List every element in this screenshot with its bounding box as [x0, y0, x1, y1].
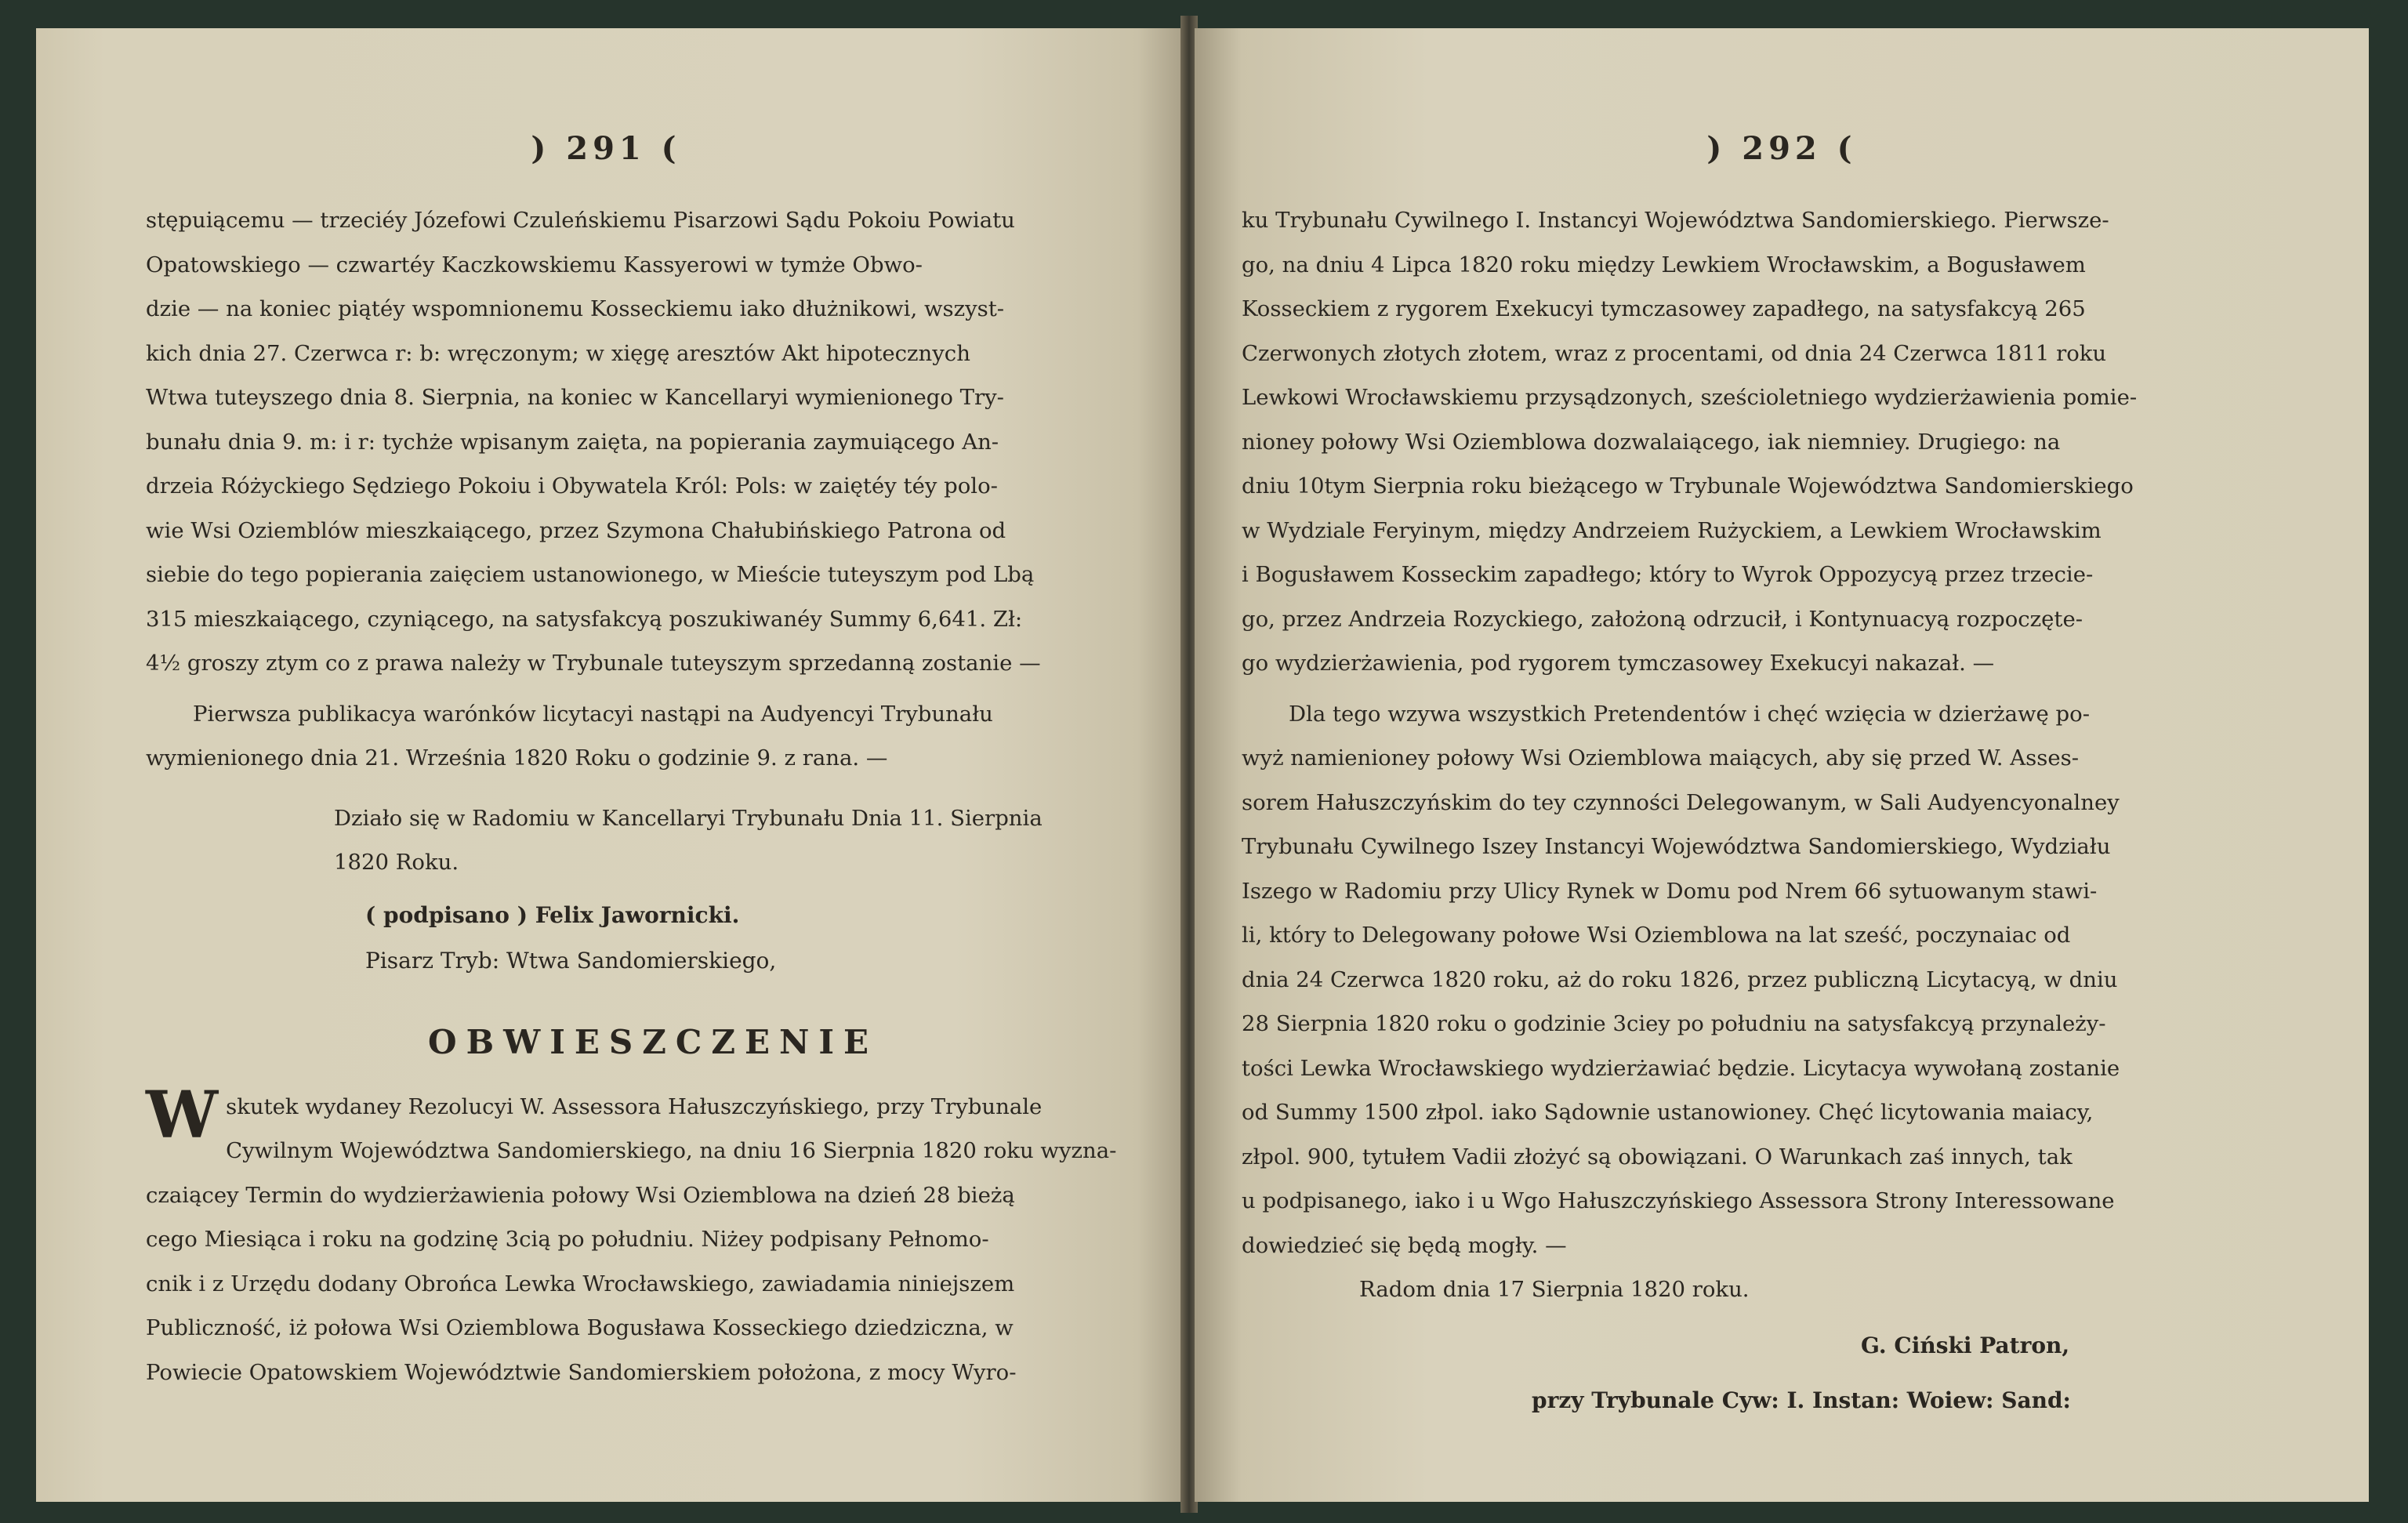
text-line: go, przez Andrzeia Rozyckiego, założoną odrzucił, i Kontynuacyą rozpoczęte-	[1242, 606, 2083, 632]
call-paragraph	[1242, 692, 2322, 1268]
text-line: Cywilnym Województwa Sandomierskiego, na dniu 16 Sierpnia 1820 roku wyzna-	[226, 1138, 1117, 1163]
text-line: Trybunału Cywilnego Iszey Instancyi Województwa Sandomierskiego, Wydziału	[1242, 834, 2111, 859]
text-line: tości Lewka Wrocławskiego wydzierżawiać będzie. Licytacya wywołaną zostanie	[1242, 1055, 2120, 1081]
text-line: Powiecie Opatowskiem Województwie Sandomierskiem położona, z mocy Wyro-	[146, 1359, 1017, 1385]
text-line: dowiedzieć się będą mogły. —	[1242, 1232, 1567, 1258]
signature-block	[1242, 1323, 2322, 1423]
text-line: cego Miesiąca i roku na godzinę 3cią po południu. Niżey podpisany Pełnomo-	[146, 1227, 989, 1252]
text-line: Lewkowi Wrocławskiemu przysądzonych, sześcioletniego wydzierżawienia pomie-	[1242, 385, 2138, 410]
notice-heading: OBWIESZCZENIE	[428, 1022, 879, 1061]
text-line: nioney połowy Wsi Oziemblowa dozwalaiącego, iak niemniey. Drugiego: na	[1242, 429, 2061, 455]
text-line: wymienionego dnia 21. Września 1820 Roku o godzinie 9. z rana. —	[146, 745, 888, 771]
right-page	[1195, 28, 2369, 1502]
text-line: u podpisanego, iako i u Wgo Hałuszczyńskiego Assessora Strony Interessowane	[1242, 1188, 2115, 1213]
page-number: ) 292 (	[1706, 130, 1857, 167]
date-line	[1242, 1267, 2322, 1312]
text-line: Działo się w Radomiu w Kancellaryi Trybunału Dnia 11. Sierpnia	[334, 805, 1043, 831]
text-line: skutek wydaney Rezolucyi W. Assessora Hałuszczyńskiego, przy Trybunale	[226, 1093, 1043, 1119]
text-line: Dla tego wzywa wszystkich Pretendentów i chęć wzięcia w dzierżawę po-	[1289, 701, 2091, 727]
text-line: Opatowskiego — czwartéy Kaczkowskiemu Kassyerowi w tymże Obwo-	[146, 252, 923, 277]
text-line: złpol. 900, tytułem Vadii złożyć są obowiązani. O Warunkach zaś innych, tak	[1242, 1144, 2073, 1169]
signature-title: Pisarz Tryb: Wtwa Sandomierskiego,	[365, 947, 777, 974]
text-line: Kosseckiem z rygorem Exekucyi tymczasowey zapadłego, na satysfakcyą 265	[1242, 296, 2086, 321]
text-line: li, który to Delegowany połowe Wsi Oziemblowa na lat sześć, poczynaiac od	[1242, 923, 2071, 948]
text-line: sorem Hałuszczyńskim do tey czynności Delegowanym, w Sali Audyencyonalney	[1242, 789, 2120, 815]
text-block-top	[1242, 198, 2322, 686]
signature-name: ( podpisano ) Felix Jawornicki.	[365, 901, 740, 928]
text-line: Publiczność, iż połowa Wsi Oziemblowa Bogusława Kosseckiego dziedziczna, w	[146, 1315, 1014, 1340]
done-paragraph	[146, 796, 1160, 885]
text-line: od Summy 1500 złpol. iako Sądownie ustanowioney. Chęć licytowania maiacy,	[1242, 1100, 2094, 1125]
text-line: i Bogusławem Kosseckim zapadłego; który to Wyrok Oppozycyą przez trzecie-	[1242, 562, 2094, 587]
text-line: wie Wsi Oziemblów mieszkaiącego, przez Szymona Chałubińskiego Patrona od	[146, 517, 1006, 543]
text-line: kich dnia 27. Czerwca r: b: wręczonym; w xięgę aresztów Akt hipotecznych	[146, 340, 970, 366]
text-line: 28 Sierpnia 1820 roku o godzinie 3ciey po południu na satysfakcyą przynależy-	[1242, 1011, 2106, 1036]
text-block-top	[146, 198, 1160, 686]
text-line: drzeia Różyckiego Sędziego Pokoiu i Obywatela Król: Pols: w zaiętéy téy polo-	[146, 473, 998, 499]
text-line: go, na dniu 4 Lipca 1820 roku między Lewkiem Wrocławskim, a Bogusławem	[1242, 252, 2086, 277]
text-line: 1820 Roku.	[334, 850, 459, 875]
text-line: bunału dnia 9. m: i r: tychże wpisanym zaięta, na popierania zaymuiącego An-	[146, 429, 999, 455]
text-line: czaiącey Termin do wydzierżawienia połowy Wsi Oziemblowa na dzień 28 bieżą	[146, 1182, 1015, 1208]
text-line: Radom dnia 17 Sierpnia 1820 roku.	[1359, 1277, 1750, 1302]
text-line: dzie — na koniec piątéy wspomnionemu Kosseckiemu iako dłużnikowi, wszyst-	[146, 296, 1005, 321]
text-line: ku Trybunału Cywilnego I. Instancyi Województwa Sandomierskiego. Pierwsze-	[1242, 208, 2109, 233]
text-line: 315 mieszkaiącego, czyniącego, na satysfakcyą poszukiwanéy Summy 6,641. Zł:	[146, 606, 1023, 632]
publication-paragraph	[146, 692, 1160, 781]
signature-title: przy Trybunale Cyw: I. Instan: Woiew: Sand:	[1532, 1387, 2071, 1413]
text-line: Pierwsza publikacya warónków licytacyi nastąpi na Audyencyi Trybunału	[193, 701, 993, 727]
text-line: cnik i z Urzędu dodany Obrońca Lewka Wrocławskiego, zawiadamia niniejszem	[146, 1271, 1015, 1296]
signature-name: G. Ciński Patron,	[1861, 1332, 2070, 1358]
text-line: siebie do tego popierania zaięciem ustanowionego, w Mieście tuteyszym pod Lbą	[146, 562, 1035, 587]
text-line: stępuiącemu — trzeciéy Józefowi Czuleńskiemu Pisarzowi Sądu Pokoiu Powiatu	[146, 208, 1015, 233]
left-page	[36, 28, 1184, 1502]
text-line: 4½ groszy ztym co z prawa należy w Trybunale tuteyszym sprzedanną zostanie —	[146, 651, 1041, 676]
drop-cap: W	[146, 1077, 219, 1153]
text-line: dnia 24 Czerwca 1820 roku, aż do roku 1826, przez publiczną Licytacyą, w dniu	[1242, 966, 2118, 992]
signature-block	[146, 893, 1160, 984]
text-line: go wydzierżawienia, pod rygorem tymczasowey Exekucyi nakazał. —	[1242, 651, 1995, 676]
text-line: dniu 10tym Sierpnia roku bieżącego w Trybunale Województwa Sandomierskiego	[1242, 473, 2134, 499]
text-line: Iszego w Radomiu przy Ulicy Rynek w Domu pod Nrem 66 sytuowanym stawi-	[1242, 878, 2098, 904]
text-line: Czerwonych złotych złotem, wraz z procentami, od dnia 24 Czerwca 1811 roku	[1242, 340, 2107, 366]
text-line: Wtwa tuteyszego dnia 8. Sierpnia, na koniec w Kancellaryi wymienionego Try-	[146, 385, 1004, 410]
page-number: ) 291 (	[531, 130, 681, 167]
notice-paragraph	[146, 1077, 1160, 1395]
text-line: w Wydziale Feryinym, między Andrzeiem Rużyckiem, a Lewkiem Wrocławskim	[1242, 517, 2102, 543]
text-line: wyż namienioney połowy Wsi Oziemblowa maiących, aby się przed W. Asses-	[1242, 745, 2080, 771]
